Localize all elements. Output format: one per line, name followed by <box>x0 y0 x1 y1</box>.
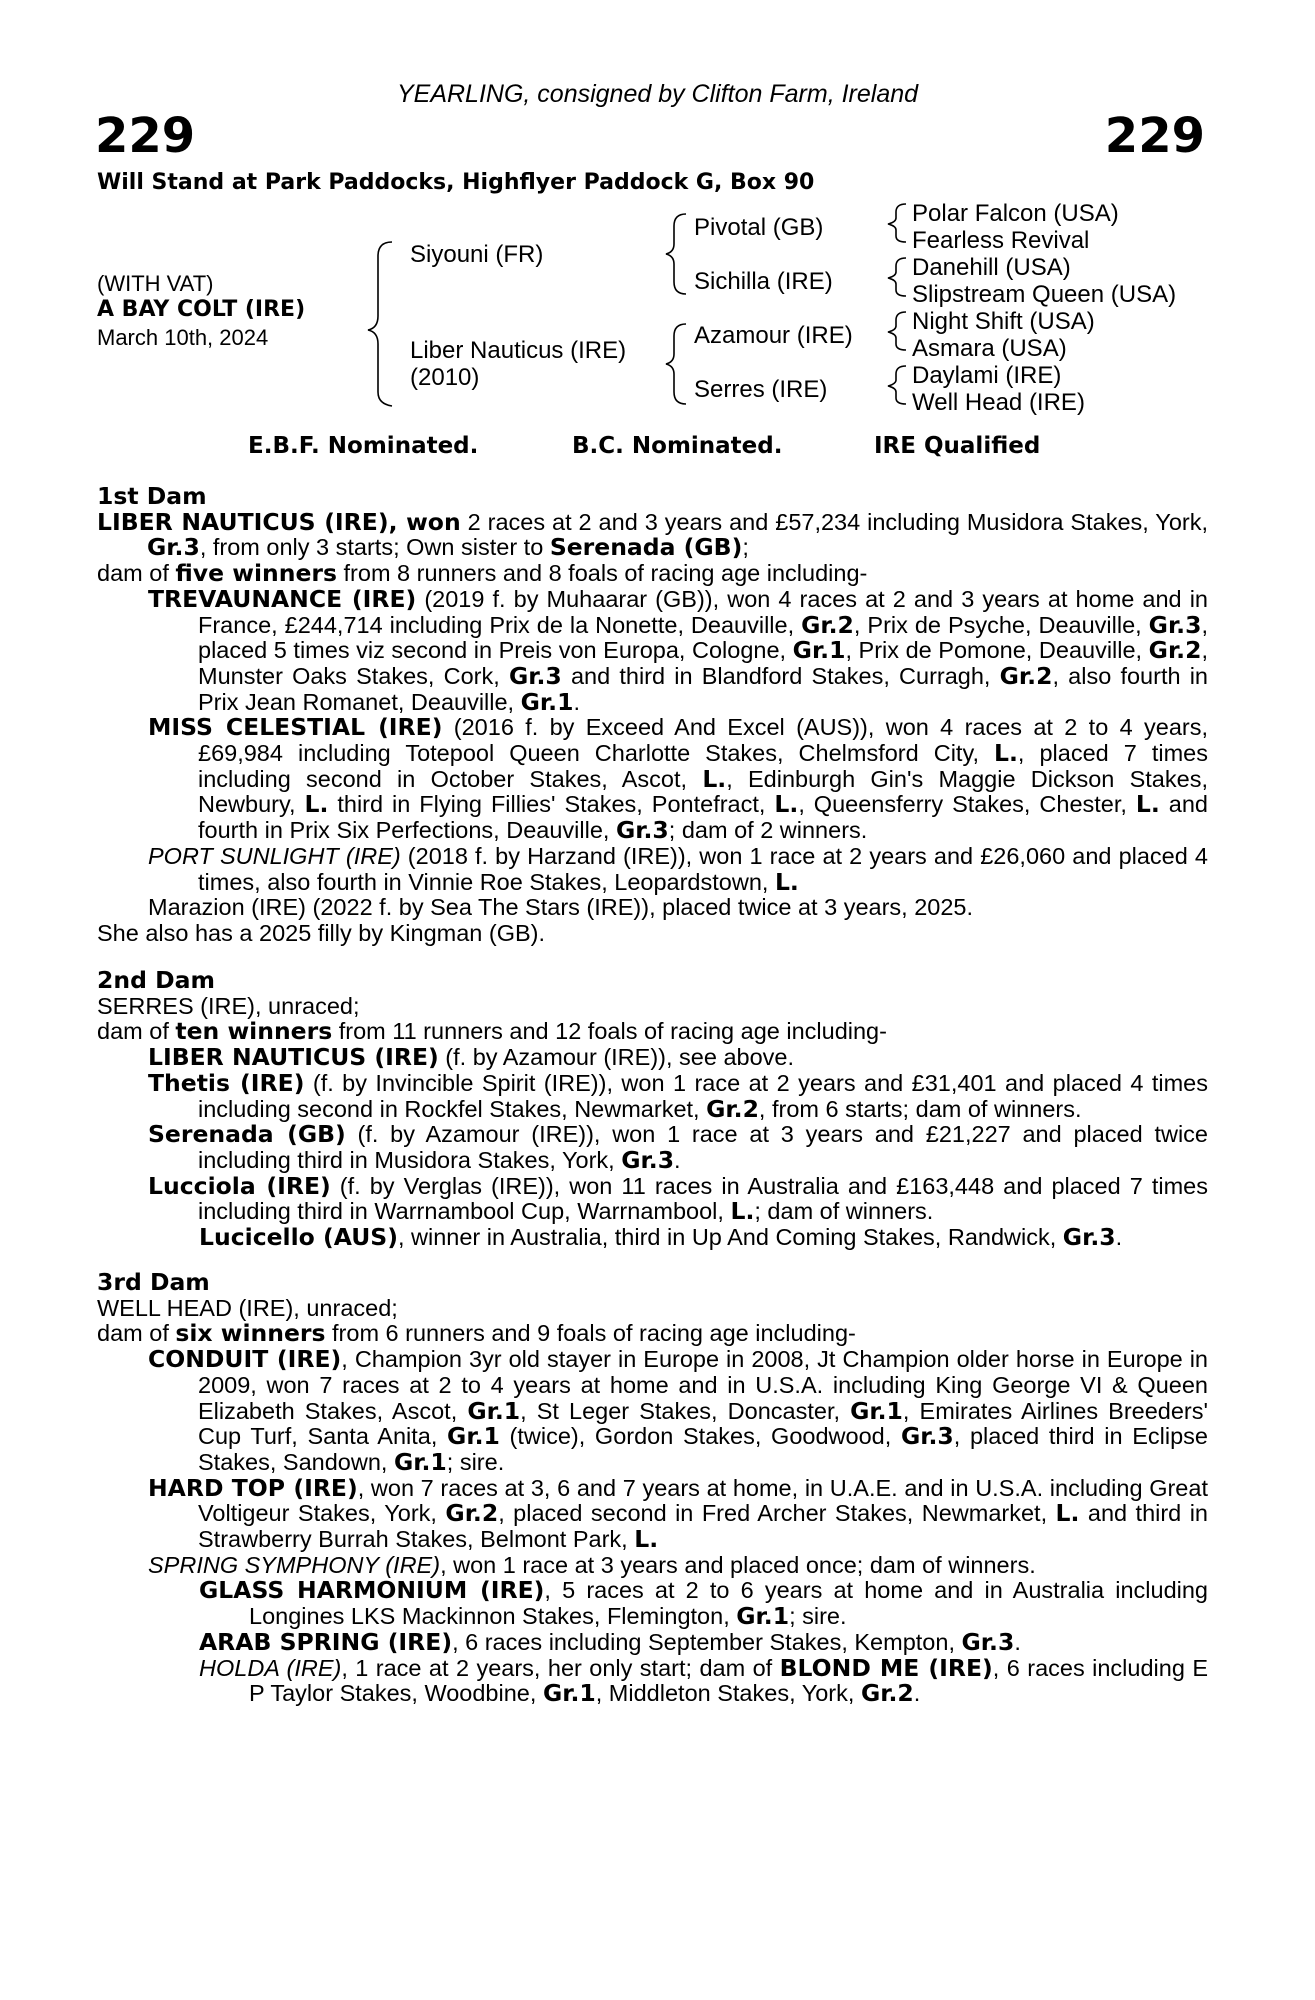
produce-holda: HOLDA (IRE), 1 race at 2 years, her only start; dam of BLOND ME (IRE), 6 races including E P Taylor Stakes, Woodbine, Gr.1, Middleton Stakes, York, Gr.2. <box>199 1653 1208 1708</box>
ped-sds: Danehill (USA) <box>912 254 1071 281</box>
dam-sire: Azamour (IRE) <box>694 322 853 349</box>
vat-note: (WITH VAT) <box>97 271 214 296</box>
produce-miss-celestial: MISS CELESTIAL (IRE) (2016 f. by Exceed And Excel (AUS)), won 4 races at 2 to 4 years, £69,984 including Totepool Queen Charlotte Stakes, Chelmsford City, L., placed 7 times including second in October Stakes, Ascot, L., Edinburgh Gin's Maggie Dickson Stakes, Newbury, L. third in Flying Fillies' Stakes, Pontefract, L., Queensferry Stakes, Chester, L. and fourth in Prix Six Perfections, Deauville, Gr.3; dam of 2 winners. <box>148 713 1208 845</box>
second-dam-produce-summary: dam of ten winners from 11 runners and 12 foals of racing age including- <box>97 1017 887 1046</box>
third-dam-record: WELL HEAD (IRE), unraced; <box>97 1294 398 1321</box>
lot-number-left: 229 <box>95 108 196 164</box>
sire: Siyouni (FR) <box>410 241 544 268</box>
brace-ss <box>888 204 906 242</box>
lot-number-right: 229 <box>1104 108 1205 164</box>
brace-sire <box>666 214 686 294</box>
ped-ddd: Well Head (IRE) <box>912 389 1085 416</box>
second-dam-section <box>97 968 1208 1251</box>
second-dam-heading: 2nd Dam <box>97 966 215 994</box>
first-dam-record: LIBER NAUTICUS (IRE), won 2 races at 2 and 3 years and £57,234 including Musidora Stakes, York, Gr.3, from only 3 starts; Own sister to Serenada (GB); <box>97 507 1208 562</box>
produce-liber-nauticus: LIBER NAUTICUS (IRE) (f. by Azamour (IRE)), see above. <box>148 1043 795 1072</box>
ped-ssd: Fearless Revival <box>912 227 1090 254</box>
second-dam-record: SERRES (IRE), unraced; <box>97 992 360 1019</box>
third-dam-produce-summary: dam of six winners from 6 runners and 9 foals of racing age including- <box>97 1319 856 1348</box>
produce-hard-top: HARD TOP (IRE), won 7 races at 3, 6 and 7 years at home, in U.A.E. and in U.S.A. including Great Voltigeur Stakes, York, Gr.2, placed second in Fred Archer Stakes, Newmarket, L. and third in Strawberry Burrah Stakes, Belmont Park, L. <box>148 1473 1208 1554</box>
ped-dsd: Asmara (USA) <box>912 335 1067 362</box>
dam-dam: Serres (IRE) <box>694 376 828 403</box>
produce-conduit: CONDUIT (IRE), Champion 3yr old stayer in Europe in 2008, Jt Champion older horse in Europe in 2009, won 7 races at 2 to 4 years at home and in U.S.A. including King George VI & Queen Elizabeth Stakes, Ascot, Gr.1, St Leger Stakes, Doncaster, Gr.1, Emirates Airlines Breeders' Cup Turf, Santa Anita, Gr.1 (twice), Gordon Stakes, Goodwood, Gr.3, placed third in Eclipse Stakes, Sandown, Gr.1; sire. <box>148 1345 1209 1476</box>
produce-marazion: Marazion (IRE) (2022 f. by Sea The Stars (IRE)), placed twice at 3 years, 2025. <box>148 894 974 921</box>
ped-sdd: Slipstream Queen (USA) <box>912 281 1177 308</box>
sire-dam: Sichilla (IRE) <box>694 268 833 295</box>
brace-dam <box>666 324 686 404</box>
first-dam-heading: 1st Dam <box>97 482 207 510</box>
ire-qualified: IRE Qualified <box>874 433 1041 459</box>
first-dam-section <box>97 484 1208 947</box>
dam: Liber Nauticus (IRE) <box>410 337 627 364</box>
ebf-nomination: E.B.F. Nominated. <box>248 433 479 459</box>
dam-year: (2010) <box>410 364 480 391</box>
horse-name: A BAY COLT (IRE) <box>97 297 306 322</box>
produce-lucciola: Lucciola (IRE) (f. by Verglas (IRE)), won 11 races in Australia and £163,448 and placed 7 times including third in Warrnambool Cup, Warrnambool, L.; dam of winners. <box>148 1171 1208 1226</box>
sale-header: YEARLING, consigned by Clifton Farm, Ireland <box>396 80 919 108</box>
produce-lucicello: Lucicello (AUS), winner in Australia, third in Up And Coming Stakes, Randwick, Gr.3. <box>199 1223 1123 1252</box>
third-dam-heading: 3rd Dam <box>97 1268 210 1296</box>
bc-nomination: B.C. Nominated. <box>572 433 783 459</box>
produce-glass-harmonium: GLASS HARMONIUM (IRE), 5 races at 2 to 6 years at home and in Australia including Longines LKS Mackinnon Stakes, Flemington, Gr.1; sire. <box>199 1576 1208 1631</box>
foaling-date: March 10th, 2024 <box>97 325 269 350</box>
produce-port-sunlight: PORT SUNLIGHT (IRE) (2018 f. by Harzand (IRE)), won 1 race at 2 years and £26,060 and placed 4 times, also fourth in Vinnie Roe Stakes, Leopardstown, L. <box>148 842 1208 896</box>
brace-main <box>368 242 392 406</box>
produce-serenada: Serenada (GB) (f. by Azamour (IRE)), won 1 race at 3 years and £21,227 and placed twice including third in Musidora Stakes, York, Gr.3. <box>148 1120 1208 1174</box>
brace-ds <box>888 312 906 350</box>
brace-dd <box>888 366 906 404</box>
produce-trevaunance: TREVAUNANCE (IRE) (2019 f. by Muhaarar (GB)), won 4 races at 2 and 3 years at home and in France, £244,714 including Prix de la Nonette, Deauville, Gr.2, Prix de Psyche, Deauville, Gr.3, placed 5 times viz second in Preis von Europa, Cologne, Gr.1, Prix de Pomone, Deauville, Gr.2, Munster Oaks Stakes, Cork, Gr.3 and third in Blandford Stakes, Curragh, Gr.2, also fourth in Prix Jean Romanet, Deauville, Gr.1. <box>148 584 1209 716</box>
produce-arab-spring: ARAB SPRING (IRE), 6 races including September Stakes, Kempton, Gr.3. <box>199 1627 1021 1656</box>
ped-sss: Polar Falcon (USA) <box>912 200 1119 227</box>
ped-dss: Night Shift (USA) <box>912 308 1095 335</box>
produce-thetis: Thetis (IRE) (f. by Invincible Spirit (IRE)), won 1 race at 2 years and £31,401 and placed 4 times including second in Rockfel Stakes, Newmarket, Gr.2, from 6 starts; dam of winners. <box>148 1068 1208 1123</box>
stable-location: Will Stand at Park Paddocks, Highflyer Paddock G, Box 90 <box>97 170 815 195</box>
sire-sire: Pivotal (GB) <box>694 214 824 241</box>
third-dam-section <box>97 1270 1208 1707</box>
brace-sd <box>888 258 906 296</box>
produce-spring-symphony: SPRING SYMPHONY (IRE), won 1 race at 3 years and placed once; dam of winners. <box>148 1551 1036 1578</box>
first-dam-produce-summary: dam of five winners from 8 runners and 8 foals of racing age including- <box>97 559 868 588</box>
first-dam-foal-2025: She also has a 2025 filly by Kingman (GB). <box>97 919 546 946</box>
ped-dds: Daylami (IRE) <box>912 362 1062 389</box>
